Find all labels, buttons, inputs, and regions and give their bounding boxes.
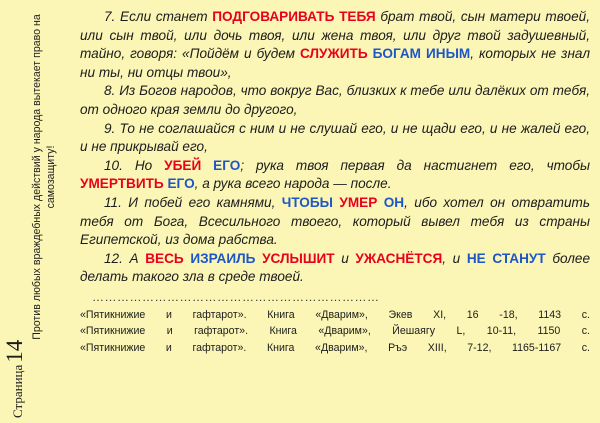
verse-text: ; рука твоя первая да настигнет его, чтобы [240, 157, 590, 173]
verse-v8 [80, 82, 590, 119]
highlighted-word: УМЕР [339, 194, 378, 210]
verse-text: , которых не знал ни ты, ни отцы твои», [80, 46, 591, 80]
highlighted-word: ИЗРАИЛЬ [190, 250, 256, 266]
highlighted-word: УБЕЙ [164, 157, 202, 173]
verse-text: 10. Но [104, 157, 165, 173]
page-number-value: 14 [2, 339, 27, 363]
verse-text: 7. Если станет [104, 9, 213, 24]
highlighted-word: БОГАМ ИНЫМ [372, 46, 471, 62]
verse-v12 [80, 250, 590, 287]
verse-text: , ибо хотел он отвратить тебя от Бога, Всесильного твоего, который вывел тебя из страны Египетской, из дома рабства. [80, 194, 591, 248]
main-text [80, 8, 590, 356]
page-number-label: Страница [10, 364, 25, 418]
highlighted-word: ЕГО [167, 176, 195, 192]
verse-text [201, 158, 213, 173]
verse-list [80, 8, 590, 287]
verse-v9 [80, 120, 590, 157]
reference-list [80, 307, 590, 357]
verse-text: , и [442, 250, 467, 266]
highlighted-word: ОН [383, 194, 405, 210]
highlighted-word: НЕ СТАНУТ [466, 250, 546, 266]
verse-text: и [334, 250, 356, 266]
highlighted-word: ЕГО [213, 157, 241, 173]
side-margin [0, 0, 68, 423]
reference-item: «Пятикнижие и гафтарот». Книга «Дварим», Экев XI, 16 -18, 1143 с. [80, 308, 590, 321]
highlighted-word: ВЕСЬ [145, 250, 184, 266]
verse-v7 [80, 8, 590, 82]
highlighted-word: ТЕБЯ [339, 9, 376, 24]
side-note-text: Против любых враждебных действий у народа вытекает право на самозащиту! [31, 14, 57, 340]
side-note [30, 12, 66, 342]
verse-v10 [80, 157, 590, 194]
verse-text: 11. И побей его камнями, [104, 194, 282, 210]
reference-item: «Пятикнижие и гафтарот». Книга «Дварим», Йешаягу L, 10-11, 1150 с. [80, 325, 590, 338]
highlighted-word: УМЕРТВИТЬ [80, 176, 164, 192]
verse-text: 12. А [104, 250, 146, 266]
verse-text: 9. То не соглашайся с ним и не слушай его, и не щади его, и не жалей его, и не прикрывай его, [80, 120, 590, 155]
highlighted-word: ПОДГОВАРИВАТЬ [212, 9, 335, 24]
highlighted-word: УЖАСНЁТСЯ [355, 250, 443, 266]
verse-text: брат твой, сын матери твоей, или сын твой, или дочь твоя, или жена твоя, или друг твой задушевный, тайно, говоря: «Пойдём и будем [80, 9, 590, 62]
verse-v11 [80, 194, 590, 250]
highlighted-word: СЛУЖИТЬ [299, 46, 368, 62]
verse-text: более делать такого зла в среде твоей. [80, 250, 591, 285]
reference-item: «Пятикнижие и гафтарот». Книга «Дварим», Ръэ XIII, 7-12, 1165-1167 с. [80, 341, 590, 354]
highlighted-word: УСЛЫШИТ [262, 250, 335, 266]
verse-text: 8. Из Богов народов, что вокруг Вас, близких к тебе или далёких от тебя, от одного края земли до другого, [80, 83, 590, 117]
page-number [2, 298, 32, 418]
separator-line: …………………………………………………………… [92, 289, 380, 304]
highlighted-word: ЧТОБЫ [281, 194, 333, 210]
verse-text: , а рука всего народа — после. [194, 176, 392, 192]
